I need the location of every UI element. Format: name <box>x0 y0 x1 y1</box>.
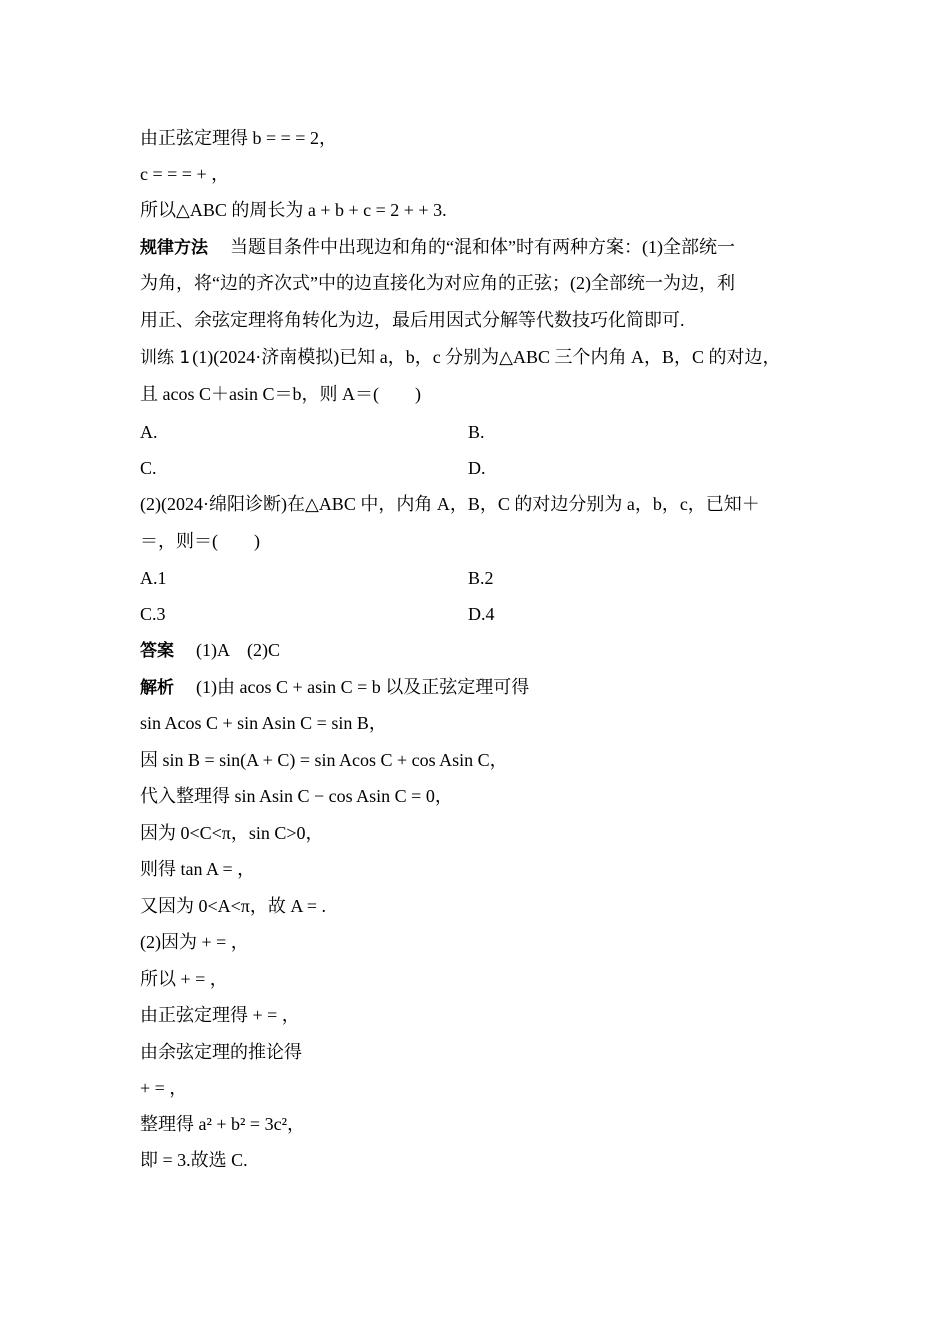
text-line: ＝，则＝( ) <box>140 531 260 551</box>
text-line: 由正弦定理得 b = = = 2， <box>140 128 337 148</box>
text-line: 为角，将“边的齐次式”中的边直接化为对应角的正弦；(2)全部统一为边，利 <box>140 273 735 293</box>
text-line: c = = = + ， <box>140 164 230 184</box>
text-line: 整理得 a² + b² = 3c²， <box>140 1114 305 1134</box>
option-c: C.3 <box>140 604 166 624</box>
text-line: + = ， <box>140 1078 188 1098</box>
text-line: 所以△ABC 的周长为 a + b + c = 2 + + 3. <box>140 200 447 220</box>
option-a: A.1 <box>140 568 167 588</box>
option-c: C. <box>140 458 157 478</box>
analysis-label: 解析 <box>140 678 174 698</box>
training-text: (1)(2024·济南模拟)已知 a，b，c 分别为△ABC 三个内角 A，B，C 的对边， <box>192 347 781 367</box>
option-d: D.4 <box>468 604 495 624</box>
option-d: D. <box>468 458 486 478</box>
text-line: (2)因为 + = ， <box>140 932 249 952</box>
option-a: A. <box>140 422 158 442</box>
text-line: 又因为 0<A<π，故 A = . <box>140 896 327 916</box>
analysis-text: (1)由 acos C + asin C = b 以及正弦定理可得 <box>178 677 530 697</box>
answer-text: (1)A (2)C <box>178 640 280 660</box>
method-text: 当题目条件中出现边和角的“混和体”时有两种方案：(1)全部统一 <box>212 237 735 257</box>
text-line: (2)(2024·绵阳诊断)在△ABC 中，内角 A，B，C 的对边分别为 a，b，c，已知＋ <box>140 494 760 514</box>
answer-label: 答案 <box>140 641 174 661</box>
method-label: 规律方法 <box>140 238 208 258</box>
text-line: 由余弦定理的推论得 <box>140 1042 302 1062</box>
method-paragraph <box>140 235 735 260</box>
training-paragraph <box>140 345 781 370</box>
analysis-line <box>140 675 529 700</box>
option-b: B. <box>468 422 485 442</box>
answer-line <box>140 638 280 663</box>
text-line: 所以 + = ， <box>140 969 228 989</box>
text-line: 且 acos C＋asin C＝b，则 A＝( ) <box>140 384 421 404</box>
text-line: 即 = 3.故选 C. <box>140 1150 248 1170</box>
text-line: 代入整理得 sin Asin C − cos Asin C = 0， <box>140 786 453 806</box>
option-b: B.2 <box>468 568 494 588</box>
text-line: 因为 0<C<π，sin C>0， <box>140 823 324 843</box>
text-line: 则得 tan A = ， <box>140 859 256 879</box>
text-line: 因 sin B = sin(A + C) = sin Acos C + cos Asin C， <box>140 750 508 770</box>
text-line: 由正弦定理得 + = ， <box>140 1005 300 1025</box>
training-label: 训练 1 <box>140 348 191 368</box>
text-line: 用正、余弦定理将角转化为边，最后用因式分解等代数技巧化简即可. <box>140 310 685 330</box>
text-line: sin Acos C + sin Asin C = sin B， <box>140 713 387 733</box>
